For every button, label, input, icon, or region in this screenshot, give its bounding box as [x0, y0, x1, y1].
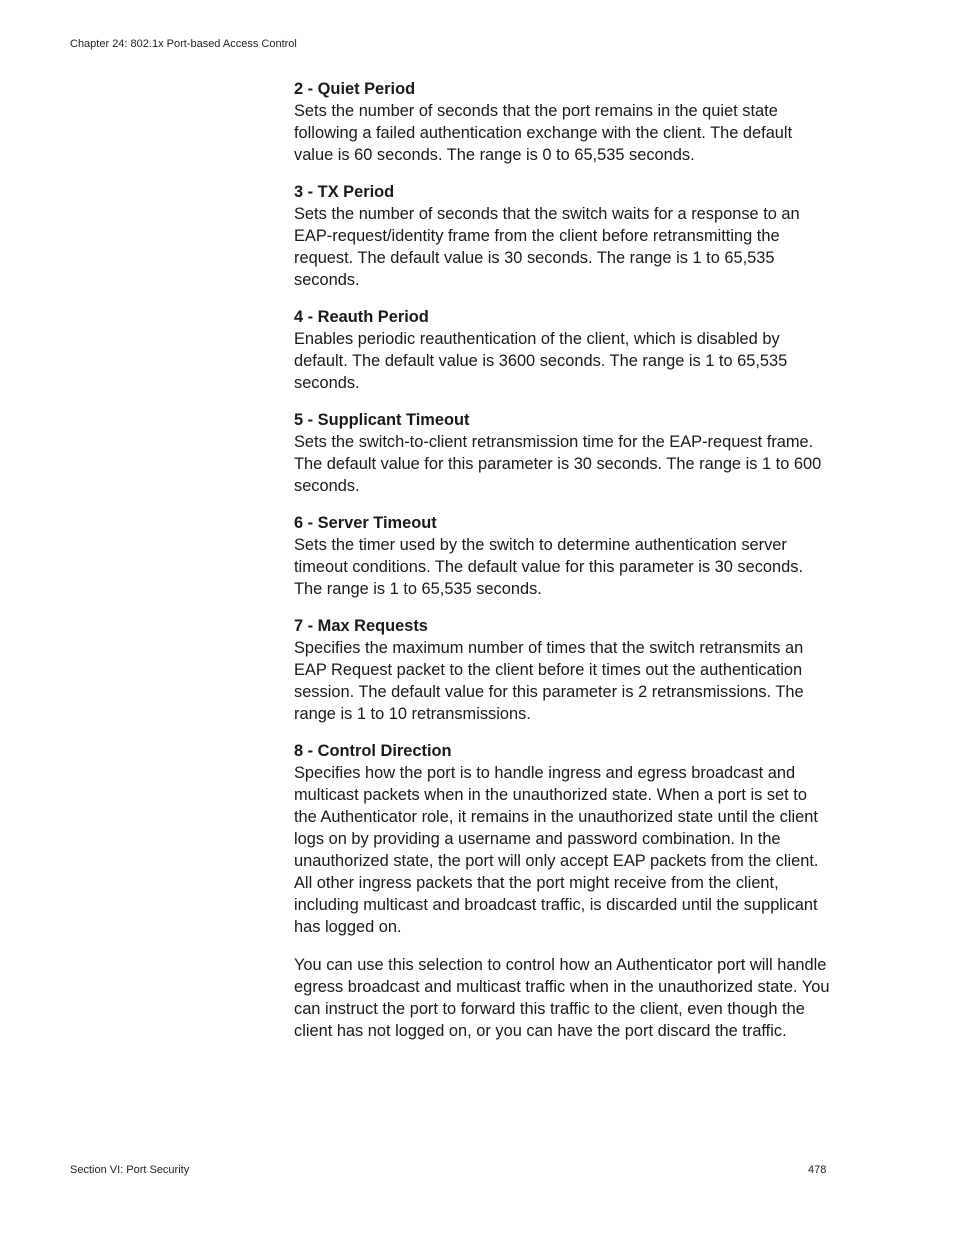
section-body: Sets the number of seconds that the port remains in the quiet state following a failed authentication exchange with the client. The default value is 60 seconds. The range is 0 to 65,535 seconds.: [294, 102, 793, 164]
section-extra-paragraph: You can use this selection to control how an Authenticator port will handle egress broadcast and multicast traffic when in the unauthorized state. You can instruct the port to forward this traffic to the client, even though the client has not logged on, or you can have the port discard the traffic.: [294, 956, 830, 1040]
main-content: [294, 78, 830, 1057]
section-body: Specifies how the port is to handle ingress and egress broadcast and multicast packets when in the unauthorized state. When a port is set to the Authenticator role, it remains in the unauthorized state until the client logs on by providing a username and password combination. In the unauthorized state, the port will only accept EAP packets from the client. All other ingress packets that the port might receive from the client, including multicast and broadcast traffic, is discarded until the supplicant has logged on.: [294, 764, 819, 936]
section-quiet-period: [294, 78, 830, 166]
section-server-timeout: [294, 512, 830, 600]
running-footer-section: Section VI: Port Security: [70, 1164, 190, 1176]
section-title: 6 - Server Timeout: [294, 514, 437, 532]
section-reauth-period: [294, 306, 830, 394]
section-body: Sets the switch-to-client retransmission time for the EAP-request frame. The default value for this parameter is 30 seconds. The range is 1 to 600 seconds.: [294, 433, 822, 495]
section-body: Sets the number of seconds that the switch waits for a response to an EAP-request/identity frame from the client before retransmitting the request. The default value is 30 seconds. The range is 1 to 65,535 seconds.: [294, 205, 800, 289]
page-number: 478: [808, 1164, 827, 1176]
section-title: 7 - Max Requests: [294, 617, 428, 635]
section-body: Specifies the maximum number of times that the switch retransmits an EAP Request packet to the client before it times out the authentication session. The default value for this parameter is 2 retransmissions. The range is 1 to 10 retransmissions.: [294, 639, 804, 723]
section-body: Enables periodic reauthentication of the client, which is disabled by default. The default value is 3600 seconds. The range is 1 to 65,535 seconds.: [294, 330, 788, 392]
section-control-direction: [294, 740, 830, 1042]
section-body: Sets the timer used by the switch to determine authentication server timeout conditions. The default value for this parameter is 30 seconds. The range is 1 to 65,535 seconds.: [294, 536, 803, 598]
section-supplicant-timeout: [294, 409, 830, 497]
section-tx-period: [294, 181, 830, 291]
section-title: 2 - Quiet Period: [294, 80, 416, 98]
section-max-requests: [294, 615, 830, 725]
section-title: 4 - Reauth Period: [294, 308, 429, 326]
running-header: Chapter 24: 802.1x Port-based Access Control: [70, 38, 297, 50]
section-title: 3 - TX Period: [294, 183, 395, 201]
section-title: 5 - Supplicant Timeout: [294, 411, 470, 429]
section-title: 8 - Control Direction: [294, 742, 452, 760]
